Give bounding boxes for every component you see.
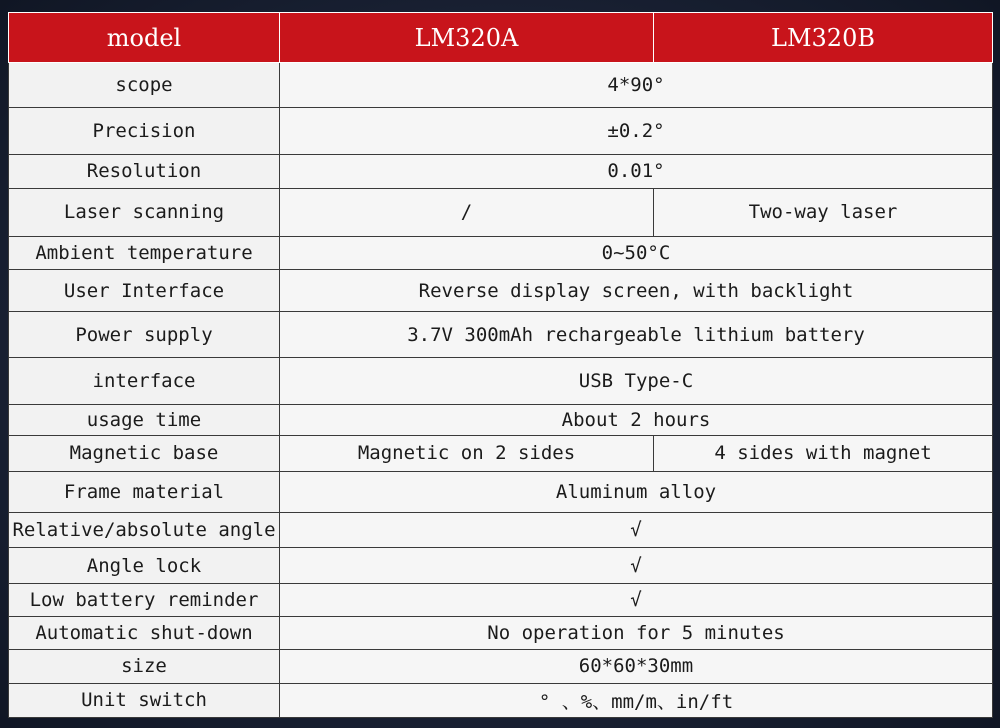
table-row bbox=[9, 513, 993, 548]
header-row bbox=[9, 13, 993, 63]
row-label: Power supply bbox=[9, 312, 280, 358]
spec-table bbox=[8, 12, 993, 718]
row-value: Aluminum alloy bbox=[280, 471, 993, 512]
row-value-b: Two-way laser bbox=[654, 188, 993, 236]
row-value: ° 、%、mm/m、in/ft bbox=[280, 683, 993, 717]
table-row bbox=[9, 683, 993, 717]
header-lm320b: LM320B bbox=[654, 13, 993, 63]
row-value-a: / bbox=[280, 188, 654, 236]
check-icon: √ bbox=[280, 513, 993, 548]
row-label: Ambient temperature bbox=[9, 236, 280, 269]
table-row bbox=[9, 312, 993, 358]
row-label: scope bbox=[9, 63, 280, 108]
row-value: 0~50°C bbox=[280, 236, 993, 269]
table-row bbox=[9, 108, 993, 154]
table-row bbox=[9, 188, 993, 236]
row-label: Relative/absolute angle bbox=[9, 513, 280, 548]
header-model: model bbox=[9, 13, 280, 63]
row-label: Magnetic base bbox=[9, 435, 280, 471]
row-value-b: 4 sides with magnet bbox=[654, 435, 993, 471]
table-row bbox=[9, 617, 993, 649]
row-label: User Interface bbox=[9, 270, 280, 312]
row-label: Unit switch bbox=[9, 683, 280, 717]
check-icon: √ bbox=[280, 584, 993, 617]
table-row bbox=[9, 649, 993, 683]
row-value: Reverse display screen, with backlight bbox=[280, 270, 993, 312]
row-value-a: Magnetic on 2 sides bbox=[280, 435, 654, 471]
table-row bbox=[9, 63, 993, 108]
row-label: usage time bbox=[9, 404, 280, 435]
table-row bbox=[9, 435, 993, 471]
table-row bbox=[9, 236, 993, 269]
check-icon: √ bbox=[280, 548, 993, 584]
table-row bbox=[9, 270, 993, 312]
table-row bbox=[9, 548, 993, 584]
row-value: 0.01° bbox=[280, 154, 993, 188]
row-label: Angle lock bbox=[9, 548, 280, 584]
row-label: Precision bbox=[9, 108, 280, 154]
row-value: No operation for 5 minutes bbox=[280, 617, 993, 649]
table-row bbox=[9, 154, 993, 188]
header-lm320a: LM320A bbox=[280, 13, 654, 63]
row-label: size bbox=[9, 649, 280, 683]
row-label: Frame material bbox=[9, 471, 280, 512]
row-label: Resolution bbox=[9, 154, 280, 188]
row-value: USB Type-C bbox=[280, 358, 993, 404]
row-label: interface bbox=[9, 358, 280, 404]
row-value: ±0.2° bbox=[280, 108, 993, 154]
row-value: About 2 hours bbox=[280, 404, 993, 435]
row-value: 60*60*30mm bbox=[280, 649, 993, 683]
table-row bbox=[9, 358, 993, 404]
row-label: Laser scanning bbox=[9, 188, 280, 236]
row-label: Automatic shut-down bbox=[9, 617, 280, 649]
table-row bbox=[9, 584, 993, 617]
table-row bbox=[9, 471, 993, 512]
row-label: Low battery reminder bbox=[9, 584, 280, 617]
row-value: 4*90° bbox=[280, 63, 993, 108]
row-value: 3.7V 300mAh rechargeable lithium battery bbox=[280, 312, 993, 358]
table-row bbox=[9, 404, 993, 435]
